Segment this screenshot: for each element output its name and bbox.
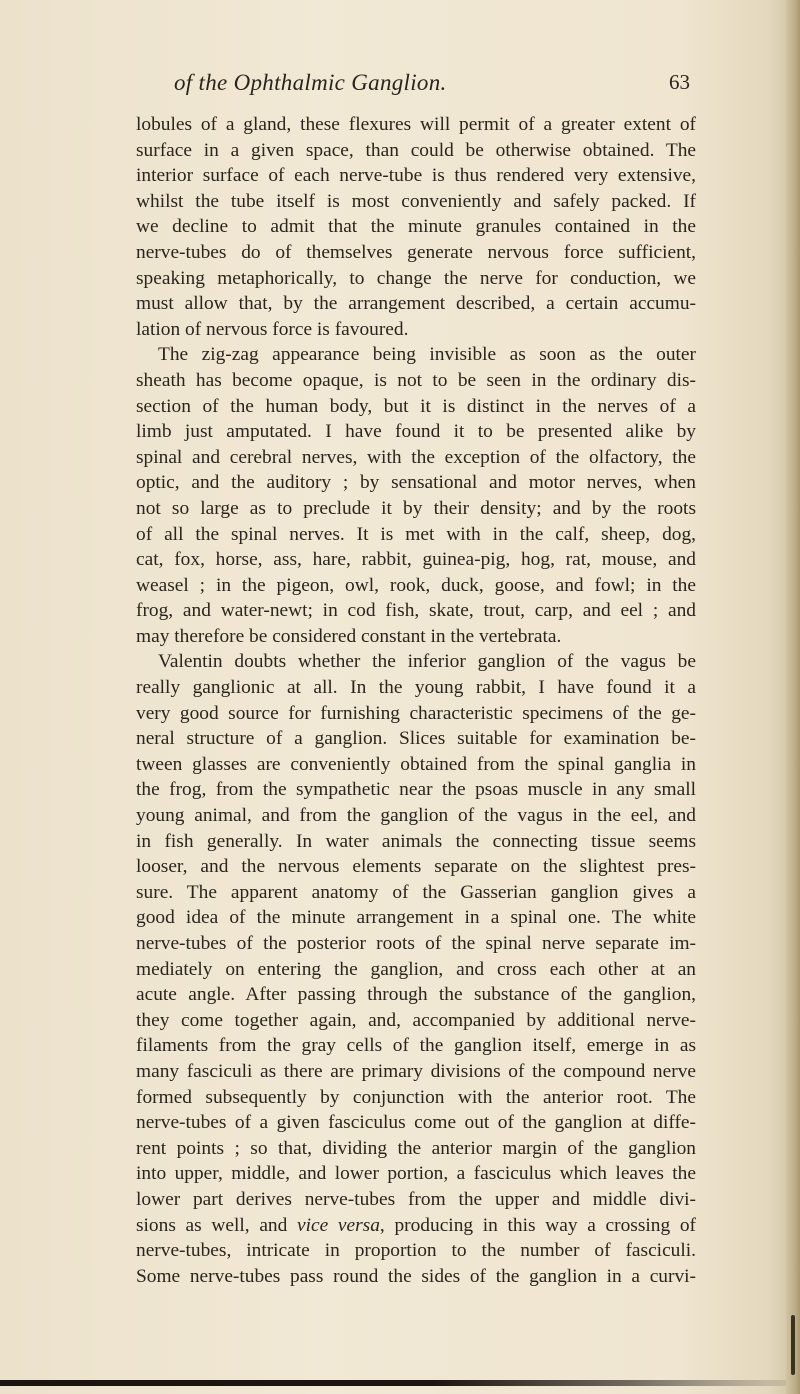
- text-line: section of the human body, but it is distinct in the nerves of a: [136, 395, 696, 417]
- text-line: speaking metaphorically, to change the nerve for conduction, we: [136, 267, 696, 289]
- text-line: young animal, and from the ganglion of the vagus in the eel, and: [136, 805, 696, 827]
- text-line: looser, and the nervous elements separate on the slightest pres-: [136, 856, 696, 878]
- text-line: lobules of a gland, these flexures will permit of a greater extent of: [136, 114, 696, 135]
- text-line: nerve-tubes, intricate in proportion to the number of fasciculi.: [136, 1240, 696, 1262]
- running-head: [138, 70, 690, 100]
- text-span: sions as well, and: [136, 1214, 298, 1236]
- text-line: cat, fox, horse, ass, hare, rabbit, guinea-pig, hog, rat, mouse, and: [136, 549, 696, 571]
- text-line: many fasciculi as there are primary divisions of the compound nerve: [136, 1060, 696, 1082]
- text-line: weasel ; in the pigeon, owl, rook, duck, goose, and fowl; in the: [136, 574, 696, 596]
- text-line: The zig-zag appearance being invisible as soon as the outer: [158, 344, 696, 366]
- text-line: sheath has become opaque, is not to be seen in the ordinary dis-: [136, 369, 696, 391]
- text-line: nerve-tubes of the posterior roots of the spinal nerve separate im-: [136, 933, 696, 954]
- text-line: sure. The apparent anatomy of the Gasserian ganglion gives a: [136, 881, 696, 903]
- text-line: they come together again, and, accompanied by additional nerve-: [136, 1009, 696, 1031]
- text-line: tween glasses are conveniently obtained from the spinal ganglia in: [136, 753, 696, 775]
- text-line: nerve-tubes of a given fasciculus come out of the ganglion at diffe-: [136, 1112, 696, 1134]
- running-head-title: of the Ophthalmic Ganglion.: [174, 70, 447, 95]
- text-line: lation of nervous force is favoured.: [136, 318, 409, 340]
- text-line: formed subsequently by conjunction with the anterior root. The: [136, 1086, 696, 1108]
- text-line: nerve-tubes do of themselves generate nervous force sufficient,: [136, 241, 696, 263]
- text-line: we decline to admit that the minute granules contained in the: [136, 216, 696, 238]
- text-line: limb just amputated. I have found it to be presented alike by: [136, 421, 696, 443]
- body-text: [136, 112, 696, 1289]
- text-line: filaments from the gray cells of the ganglion itself, emerge in as: [136, 1035, 696, 1057]
- text-line: rent points ; so that, dividing the anterior margin of the ganglion: [136, 1137, 696, 1159]
- text-line: mediately on entering the ganglion, and cross each other at an: [136, 958, 696, 980]
- text-line: frog, and water-newt; in cod fish, skate, trout, carp, and eel ; and: [136, 600, 696, 622]
- bottom-edge-shadow: [0, 1380, 786, 1386]
- text-line: Some nerve-tubes pass round the sides of the ganglion in a curvi-: [136, 1265, 696, 1287]
- italic-phrase: vice versa: [297, 1214, 380, 1236]
- page-number: 63: [669, 70, 690, 94]
- text-line: may therefore be considered constant in the vertebrata.: [136, 625, 562, 647]
- text-line: interior surface of each nerve-tube is thus rendered very extensive,: [136, 165, 696, 187]
- text-line: acute angle. After passing through the substance of the ganglion,: [136, 984, 696, 1006]
- text-line: spinal and cerebral nerves, with the exception of the olfactory, the: [136, 446, 696, 468]
- text-line: very good source for furnishing characteristic specimens of the ge-: [136, 702, 696, 724]
- text-line: into upper, middle, and lower portion, a fasciculus which leaves the: [136, 1163, 696, 1185]
- text-line: whilst the tube itself is most conveniently and safely packed. If: [136, 190, 696, 212]
- text-line: in fish generally. In water animals the connecting tissue seems: [136, 830, 696, 852]
- edge-mark: [791, 1315, 795, 1375]
- text-line: not so large as to preclude it by their density; and by the roots: [136, 497, 696, 519]
- text-line: must allow that, by the arrangement described, a certain accumu-: [136, 293, 696, 315]
- text-line: of all the spinal nerves. It is met with in the calf, sheep, dog,: [136, 523, 696, 545]
- text-line-mixed: [136, 1213, 696, 1239]
- text-line: surface in a given space, than could be otherwise obtained. The: [136, 139, 696, 161]
- page-edge-binding: [786, 0, 800, 1394]
- text-line: Valentin doubts whether the inferior ganglion of the vagus be: [158, 651, 696, 673]
- text-line: really ganglionic at all. In the young rabbit, I have found it a: [136, 677, 696, 699]
- text-line: optic, and the auditory ; by sensational and motor nerves, when: [136, 472, 696, 494]
- text-line: the frog, from the sympathetic near the psoas muscle in any small: [136, 779, 696, 801]
- text-span: , producing in this way a crossing of: [379, 1214, 696, 1236]
- text-line: lower part derives nerve-tubes from the upper and middle divi-: [136, 1188, 696, 1210]
- text-line: neral structure of a ganglion. Slices suitable for examination be-: [136, 728, 696, 750]
- text-line: good idea of the minute arrangement in a spinal one. The white: [136, 907, 696, 929]
